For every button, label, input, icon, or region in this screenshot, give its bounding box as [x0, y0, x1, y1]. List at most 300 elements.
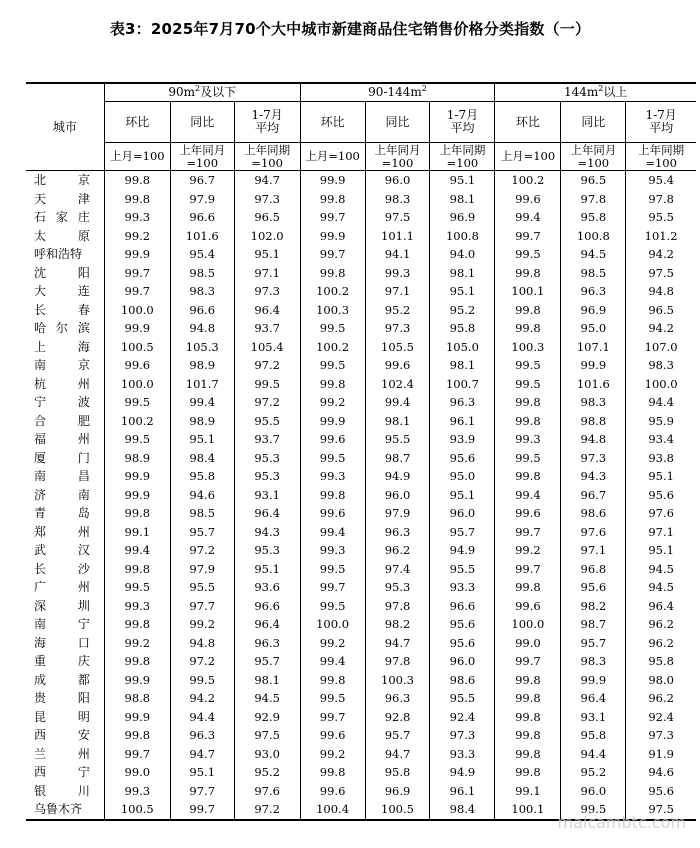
index-value: 97.9 — [170, 190, 234, 209]
index-value: 99.9 — [104, 319, 170, 338]
index-value: 98.2 — [561, 597, 626, 616]
index-value: 98.9 — [170, 412, 234, 431]
table-row — [26, 171, 696, 190]
index-value: 98.3 — [561, 652, 626, 671]
index-value: 99.8 — [495, 689, 561, 708]
index-value: 96.6 — [170, 301, 234, 320]
table-row — [26, 245, 696, 264]
index-value: 100.2 — [104, 412, 170, 431]
index-value: 102.4 — [365, 375, 430, 394]
index-value: 95.1 — [430, 282, 495, 301]
index-value: 99.3 — [495, 430, 561, 449]
index-value: 99.8 — [300, 264, 365, 283]
index-value: 98.5 — [561, 264, 626, 283]
index-value: 98.7 — [561, 615, 626, 634]
index-value: 99.7 — [104, 282, 170, 301]
index-value: 97.3 — [561, 449, 626, 468]
index-value: 101.6 — [170, 227, 234, 246]
index-value: 99.5 — [300, 689, 365, 708]
index-value: 99.6 — [495, 504, 561, 523]
table-row — [26, 319, 696, 338]
index-value: 98.3 — [365, 190, 430, 209]
subheader-cell: 同比 — [365, 102, 430, 143]
index-value: 95.6 — [626, 486, 696, 505]
index-value: 97.5 — [234, 726, 300, 745]
index-value: 95.2 — [365, 301, 430, 320]
city-name: 兰州 — [34, 746, 90, 761]
city-name: 深圳 — [34, 598, 90, 613]
index-value: 97.3 — [365, 319, 430, 338]
index-value: 99.3 — [365, 264, 430, 283]
index-value: 99.8 — [495, 708, 561, 727]
table-row — [26, 560, 696, 579]
index-value: 99.4 — [365, 393, 430, 412]
table-row — [26, 467, 696, 486]
index-value: 99.7 — [495, 560, 561, 579]
index-value: 95.5 — [234, 412, 300, 431]
group-header-90-144: $90-144m^2$ — [300, 83, 495, 102]
index-value: 97.2 — [234, 800, 300, 820]
index-value: 100.3 — [365, 671, 430, 690]
index-value: 100.0 — [104, 301, 170, 320]
subheader-cell: 1-7月 平均 — [234, 102, 300, 143]
table-row — [26, 523, 696, 542]
index-value: 99.8 — [300, 375, 365, 394]
index-value: 105.5 — [365, 338, 430, 357]
table-row — [26, 375, 696, 394]
city-name: 青岛 — [34, 506, 90, 520]
city-name: 济南 — [34, 487, 90, 502]
index-value: 95.1 — [430, 171, 495, 190]
index-value: 99.6 — [300, 504, 365, 523]
index-value: 99.6 — [300, 726, 365, 745]
index-value: 95.0 — [561, 319, 626, 338]
index-value: 100.3 — [300, 301, 365, 320]
index-value: 95.5 — [170, 578, 234, 597]
index-value: 100.2 — [495, 171, 561, 190]
index-value: 95.3 — [365, 578, 430, 597]
index-value: 94.5 — [561, 245, 626, 264]
index-value: 99.4 — [300, 523, 365, 542]
city-name: 郑州 — [34, 524, 90, 539]
index-value: 99.8 — [300, 486, 365, 505]
index-value: 99.6 — [300, 430, 365, 449]
index-value: 95.7 — [430, 523, 495, 542]
index-value: 96.0 — [365, 486, 430, 505]
index-value: 96.4 — [234, 301, 300, 320]
index-value: 99.7 — [170, 800, 234, 820]
index-value: 96.3 — [561, 282, 626, 301]
index-value: 95.1 — [234, 560, 300, 579]
index-value: 97.3 — [234, 282, 300, 301]
index-value: 101.2 — [626, 227, 696, 246]
index-value: 96.4 — [234, 615, 300, 634]
unit-cell: 上年同期 =100 — [626, 143, 696, 171]
index-value: 95.7 — [561, 634, 626, 653]
index-value: 97.2 — [234, 356, 300, 375]
index-value: 98.6 — [430, 671, 495, 690]
index-value: 91.9 — [626, 745, 696, 764]
index-value: 99.8 — [495, 745, 561, 764]
index-value: 94.0 — [430, 245, 495, 264]
index-value: 97.1 — [626, 523, 696, 542]
index-value: 94.4 — [626, 393, 696, 412]
index-value: 99.3 — [300, 541, 365, 560]
index-value: 98.5 — [170, 264, 234, 283]
index-value: 99.6 — [104, 356, 170, 375]
index-value: 99.5 — [495, 245, 561, 264]
index-value: 100.2 — [300, 338, 365, 357]
index-value: 96.0 — [430, 652, 495, 671]
index-value: 96.9 — [430, 208, 495, 227]
table-title: 表3：2025年7月70个大中城市新建商品住宅销售价格分类指数（一） — [109, 20, 591, 38]
index-value: 98.7 — [365, 449, 430, 468]
index-value: 94.3 — [561, 467, 626, 486]
index-value: 99.3 — [104, 208, 170, 227]
index-value: 100.1 — [495, 800, 561, 820]
index-value: 94.6 — [626, 763, 696, 782]
index-value: 99.8 — [104, 504, 170, 523]
city-name: 杭州 — [34, 376, 90, 391]
index-value: 98.2 — [365, 615, 430, 634]
index-value: 94.2 — [626, 245, 696, 264]
index-value: 94.7 — [170, 745, 234, 764]
index-value: 100.7 — [430, 375, 495, 394]
index-value: 99.9 — [300, 227, 365, 246]
index-value: 97.5 — [626, 264, 696, 283]
index-value: 94.3 — [234, 523, 300, 542]
index-value: 99.7 — [300, 708, 365, 727]
index-value: 99.2 — [104, 227, 170, 246]
index-value: 99.0 — [495, 634, 561, 653]
index-value: 95.0 — [430, 467, 495, 486]
index-value: 93.0 — [234, 745, 300, 764]
index-value: 99.7 — [104, 745, 170, 764]
city-name: 南宁 — [34, 617, 90, 631]
index-value: 99.2 — [170, 615, 234, 634]
index-value: 95.5 — [626, 208, 696, 227]
index-value: 100.3 — [495, 338, 561, 357]
index-value: 94.8 — [626, 282, 696, 301]
index-value: 95.3 — [234, 467, 300, 486]
index-value: 93.3 — [430, 578, 495, 597]
index-value: 96.2 — [626, 689, 696, 708]
index-value: 98.6 — [561, 504, 626, 523]
index-value: 95.3 — [234, 541, 300, 560]
index-value: 98.8 — [561, 412, 626, 431]
index-value: 99.7 — [300, 578, 365, 597]
table-row — [26, 597, 696, 616]
table-row — [26, 412, 696, 431]
index-value: 99.6 — [495, 190, 561, 209]
table-row — [26, 208, 696, 227]
index-value: 94.9 — [430, 763, 495, 782]
index-value: 97.1 — [561, 541, 626, 560]
index-value: 98.9 — [170, 356, 234, 375]
table-row — [26, 689, 696, 708]
index-value: 94.9 — [365, 467, 430, 486]
index-value: 99.6 — [300, 782, 365, 801]
city-name: 西安 — [34, 728, 90, 742]
index-value: 98.5 — [170, 504, 234, 523]
city-name: 福州 — [34, 432, 90, 446]
index-value: 95.8 — [170, 467, 234, 486]
city-name: 长沙 — [34, 561, 90, 576]
index-value: 94.5 — [626, 560, 696, 579]
index-value: 99.5 — [495, 356, 561, 375]
index-value: 100.0 — [104, 375, 170, 394]
index-value: 99.9 — [300, 171, 365, 190]
index-value: 95.1 — [626, 467, 696, 486]
index-value: 98.8 — [104, 689, 170, 708]
index-value: 97.6 — [626, 504, 696, 523]
index-value: 107.1 — [561, 338, 626, 357]
index-value: 99.4 — [300, 652, 365, 671]
index-value: 95.7 — [365, 726, 430, 745]
table-row — [26, 745, 696, 764]
city-name: 武汉 — [34, 543, 90, 557]
index-value: 95.8 — [365, 763, 430, 782]
index-value: 98.4 — [170, 449, 234, 468]
index-value: 99.5 — [300, 449, 365, 468]
index-value: 95.6 — [430, 615, 495, 634]
index-value: 97.8 — [365, 652, 430, 671]
index-value: 99.9 — [104, 486, 170, 505]
index-value: 99.6 — [365, 356, 430, 375]
index-value: 96.0 — [365, 171, 430, 190]
group-header-144-above: $144m^2$以上 — [495, 83, 696, 102]
index-value: 96.3 — [170, 726, 234, 745]
index-value: 94.1 — [365, 245, 430, 264]
city-name: 银川 — [34, 783, 90, 798]
index-value: 98.3 — [626, 356, 696, 375]
index-value: 99.2 — [300, 745, 365, 764]
index-value: 96.5 — [234, 208, 300, 227]
unit-cell: 上年同月 =100 — [365, 143, 430, 171]
index-value: 100.2 — [300, 282, 365, 301]
index-value: 96.2 — [626, 634, 696, 653]
index-value: 96.3 — [234, 634, 300, 653]
index-value: 95.2 — [561, 763, 626, 782]
index-value: 95.5 — [365, 430, 430, 449]
city-name: 厦门 — [34, 450, 90, 465]
index-value: 96.8 — [561, 560, 626, 579]
index-value: 99.7 — [495, 227, 561, 246]
index-value: 94.7 — [365, 634, 430, 653]
index-value: 99.9 — [104, 708, 170, 727]
table-row — [26, 782, 696, 801]
index-value: 99.5 — [495, 375, 561, 394]
index-value: 99.1 — [495, 782, 561, 801]
index-value: 99.8 — [495, 393, 561, 412]
index-value: 95.3 — [234, 449, 300, 468]
index-value: 99.8 — [495, 319, 561, 338]
index-value: 94.2 — [170, 689, 234, 708]
unit-row — [26, 143, 696, 171]
index-value: 99.8 — [104, 190, 170, 209]
group-header-90-below: $90m^2$及以下 — [104, 83, 300, 102]
index-value: 95.6 — [430, 449, 495, 468]
index-value: 99.3 — [300, 467, 365, 486]
index-value: 100.8 — [561, 227, 626, 246]
index-value: 99.5 — [300, 597, 365, 616]
index-value: 92.4 — [430, 708, 495, 727]
index-value: 94.7 — [234, 171, 300, 190]
index-value: 99.8 — [495, 301, 561, 320]
index-value: 96.6 — [430, 597, 495, 616]
index-value: 95.8 — [430, 319, 495, 338]
index-value: 94.5 — [626, 578, 696, 597]
index-value: 95.8 — [626, 652, 696, 671]
unit-cell: 上年同月 =100 — [561, 143, 626, 171]
index-value: 100.0 — [626, 375, 696, 394]
table-row — [26, 190, 696, 209]
index-value: 99.8 — [495, 726, 561, 745]
index-value: 98.3 — [170, 282, 234, 301]
index-value: 98.1 — [234, 671, 300, 690]
index-value: 97.2 — [170, 541, 234, 560]
index-value: 93.3 — [430, 745, 495, 764]
index-value: 100.0 — [300, 615, 365, 634]
index-value: 99.8 — [495, 467, 561, 486]
index-value: 93.1 — [561, 708, 626, 727]
index-value: 99.5 — [104, 393, 170, 412]
index-value: 96.9 — [561, 301, 626, 320]
index-value: 105.3 — [170, 338, 234, 357]
index-value: 95.1 — [234, 245, 300, 264]
index-value: 99.8 — [300, 671, 365, 690]
index-value: 99.2 — [495, 541, 561, 560]
index-value: 99.8 — [495, 671, 561, 690]
index-value: 99.5 — [104, 430, 170, 449]
index-value: 95.5 — [430, 560, 495, 579]
index-value: 97.9 — [170, 560, 234, 579]
city-name: 天津 — [34, 191, 90, 206]
index-value: 98.1 — [430, 264, 495, 283]
city-name: 宁波 — [34, 395, 90, 409]
index-value: 98.4 — [430, 800, 495, 820]
index-value: 95.8 — [561, 208, 626, 227]
city-name: 重庆 — [34, 654, 90, 668]
subheader-cell: 1-7月 平均 — [430, 102, 495, 143]
index-value: 93.4 — [626, 430, 696, 449]
city-column-header: 城市 — [26, 83, 104, 171]
index-value: 92.9 — [234, 708, 300, 727]
index-value: 92.4 — [626, 708, 696, 727]
index-value: 99.5 — [170, 671, 234, 690]
table-row — [26, 393, 696, 412]
subheader-cell: 同比 — [170, 102, 234, 143]
index-value: 95.7 — [234, 652, 300, 671]
index-value: 99.5 — [300, 560, 365, 579]
index-value: 95.1 — [626, 541, 696, 560]
index-value: 99.4 — [170, 393, 234, 412]
index-value: 93.7 — [234, 319, 300, 338]
index-value: 97.3 — [430, 726, 495, 745]
index-value: 100.1 — [495, 282, 561, 301]
index-value: 96.0 — [430, 504, 495, 523]
city-name: 成都 — [34, 672, 90, 687]
index-value: 93.6 — [234, 578, 300, 597]
index-value: 99.8 — [300, 763, 365, 782]
price-index-table — [26, 82, 696, 821]
index-value: 93.8 — [626, 449, 696, 468]
index-value: 96.2 — [626, 615, 696, 634]
index-value: 100.4 — [300, 800, 365, 820]
index-value: 95.6 — [430, 634, 495, 653]
index-value: 96.4 — [561, 689, 626, 708]
index-value: 93.7 — [234, 430, 300, 449]
table-body — [26, 171, 696, 820]
subheader-cell: 环比 — [300, 102, 365, 143]
index-value: 97.1 — [234, 264, 300, 283]
unit-cell: 上月=100 — [495, 143, 561, 171]
city-name: 合肥 — [34, 413, 90, 428]
index-value: 99.2 — [104, 634, 170, 653]
index-value: 99.9 — [561, 671, 626, 690]
index-value: 93.1 — [234, 486, 300, 505]
index-value: 97.5 — [626, 800, 696, 820]
table-row — [26, 264, 696, 283]
index-value: 94.8 — [170, 634, 234, 653]
index-value: 99.8 — [104, 726, 170, 745]
index-value: 99.8 — [104, 171, 170, 190]
index-value: 96.1 — [430, 412, 495, 431]
index-value: 97.9 — [365, 504, 430, 523]
index-value: 97.8 — [561, 190, 626, 209]
index-value: 99.9 — [561, 356, 626, 375]
index-value: 93.9 — [430, 430, 495, 449]
index-value: 100.5 — [104, 800, 170, 820]
unit-cell: 上月=100 — [104, 143, 170, 171]
unit-cell: 上年同期 =100 — [234, 143, 300, 171]
unit-cell: 上年同期 =100 — [430, 143, 495, 171]
index-value: 97.5 — [365, 208, 430, 227]
index-value: 101.7 — [170, 375, 234, 394]
table-row — [26, 301, 696, 320]
index-value: 101.6 — [561, 375, 626, 394]
subheader-cell: 同比 — [561, 102, 626, 143]
table-row — [26, 615, 696, 634]
table-row — [26, 726, 696, 745]
index-value: 99.8 — [300, 190, 365, 209]
index-value: 100.8 — [430, 227, 495, 246]
index-value: 99.8 — [104, 560, 170, 579]
subheader-cell: 1-7月 平均 — [626, 102, 696, 143]
index-value: 102.0 — [234, 227, 300, 246]
index-value: 95.2 — [430, 301, 495, 320]
city-name: 呼和浩特 — [34, 247, 83, 261]
subheader-row — [26, 102, 696, 143]
city-name: 贵阳 — [34, 691, 90, 705]
index-value: 95.1 — [170, 763, 234, 782]
index-value: 94.4 — [170, 708, 234, 727]
city-name: 昆明 — [34, 709, 90, 724]
index-value: 99.1 — [104, 523, 170, 542]
index-value: 99.9 — [300, 412, 365, 431]
index-value: 99.5 — [300, 356, 365, 375]
table-row — [26, 486, 696, 505]
index-value: 105.0 — [430, 338, 495, 357]
index-value: 95.5 — [430, 689, 495, 708]
table-row — [26, 708, 696, 727]
index-value: 97.1 — [365, 282, 430, 301]
index-value: 94.7 — [365, 745, 430, 764]
index-value: 95.2 — [234, 763, 300, 782]
table-row — [26, 541, 696, 560]
index-value: 98.3 — [561, 393, 626, 412]
subheader-cell: 环比 — [104, 102, 170, 143]
